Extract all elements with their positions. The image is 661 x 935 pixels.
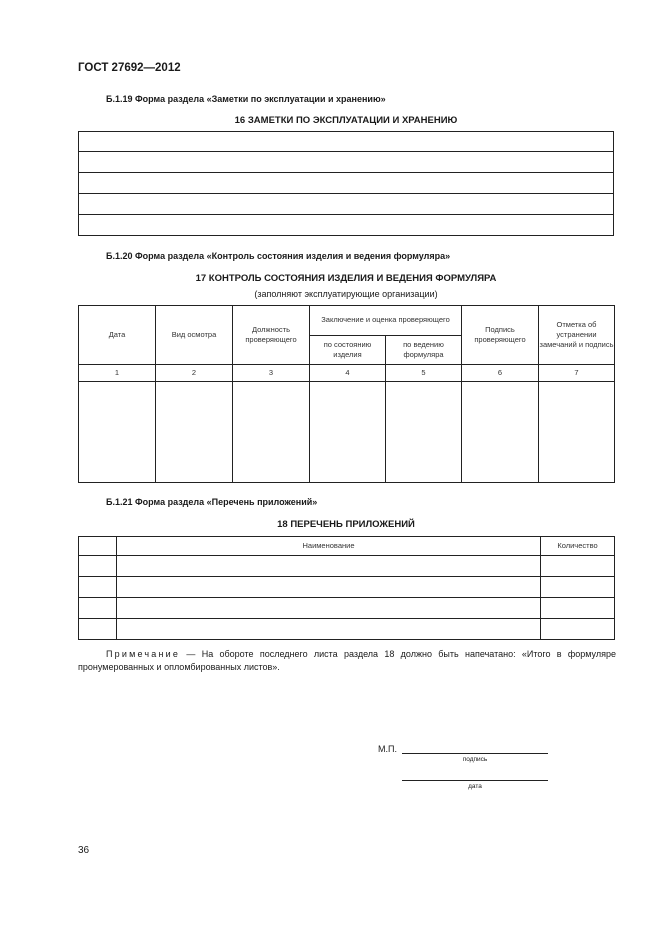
col-conclusion: Заключение и оценка проверяющего: [310, 306, 462, 336]
col-name: Наименование: [117, 537, 541, 556]
col-by-logbook: по ведению формуляра: [386, 336, 462, 365]
table-17-subtitle: (заполняют эксплуатирующие организации): [254, 289, 438, 299]
table-cell: [117, 598, 541, 619]
notes-row: [79, 194, 614, 215]
table-cell: [79, 556, 117, 577]
section-21-heading: Б.1.21 Форма раздела «Перечень приложений»: [106, 497, 318, 507]
col-number: 5: [386, 365, 462, 382]
table-cell: [117, 556, 541, 577]
stamp-label: М.П.: [378, 744, 397, 754]
table-16-title: 16 ЗАМЕТКИ ПО ЭКСПЛУАТАЦИИ И ХРАНЕНИЮ: [234, 115, 458, 126]
appendix-table: [78, 536, 615, 640]
table-cell: [541, 598, 615, 619]
signature-line: [402, 753, 548, 754]
note-label: Примечание: [106, 649, 181, 659]
col-number: 1: [79, 365, 156, 382]
col-number: 6: [462, 365, 539, 382]
notes-row: [79, 173, 614, 194]
section-19-heading: Б.1.19 Форма раздела «Заметки по эксплуатации и хранению»: [106, 94, 386, 104]
table-cell: [539, 382, 615, 483]
table-cell: [156, 382, 233, 483]
table-cell: [541, 619, 615, 640]
col-quantity: Количество: [541, 537, 615, 556]
notes-row: [79, 215, 614, 236]
col-number: 7: [539, 365, 615, 382]
col-number: 3: [233, 365, 310, 382]
col-date: Дата: [79, 306, 156, 365]
signature-caption: подпись: [462, 756, 488, 763]
section-20-heading: Б.1.20 Форма раздела «Контроль состояния изделия и ведения формуляра»: [106, 251, 451, 261]
page-number: 36: [78, 845, 90, 856]
table-cell: [462, 382, 539, 483]
standard-designation: ГОСТ 27692—2012: [78, 62, 181, 74]
notes-row: [79, 152, 614, 173]
col-inspector-signature: Подпись проверяющего: [462, 306, 539, 365]
table-cell: [541, 556, 615, 577]
col-number: 2: [156, 365, 233, 382]
table-cell: [386, 382, 462, 483]
table-cell: [79, 577, 117, 598]
col-by-condition: по состоянию изделия: [310, 336, 386, 365]
date-caption: дата: [468, 783, 482, 790]
inspection-table: [78, 305, 615, 483]
notes-row: [79, 132, 614, 152]
table-cell: [79, 619, 117, 640]
table-cell: [117, 577, 541, 598]
notes-table: [78, 131, 614, 236]
table-cell: [79, 382, 156, 483]
table-cell: [310, 382, 386, 483]
col-remark: Отметка об устранении замечаний и подпись: [539, 306, 615, 365]
col-index: [79, 537, 117, 556]
table-cell: [79, 598, 117, 619]
table-18-title: 18 ПЕРЕЧЕНЬ ПРИЛОЖЕНИЙ: [277, 519, 415, 530]
col-inspector-position: Должность проверяющего: [233, 306, 310, 365]
note-text: — На обороте последнего листа раздела 18 должно быть напечатано: «Итого в формуляре пронумерованных и опломбированных листов».: [78, 649, 616, 673]
note-paragraph: [78, 648, 616, 674]
table-17-title: 17 КОНТРОЛЬ СОСТОЯНИЯ ИЗДЕЛИЯ И ВЕДЕНИЯ ФОРМУЛЯРА: [195, 273, 497, 284]
col-inspection-type: Вид осмотра: [156, 306, 233, 365]
col-number: 4: [310, 365, 386, 382]
table-cell: [541, 577, 615, 598]
table-cell: [233, 382, 310, 483]
table-cell: [117, 619, 541, 640]
date-line: [402, 780, 548, 781]
